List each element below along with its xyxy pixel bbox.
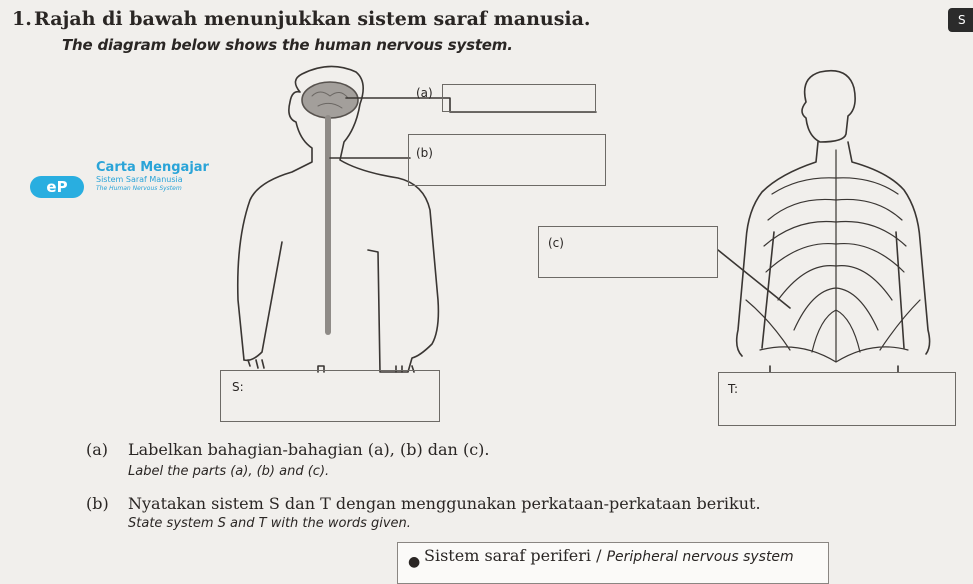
question-text-en: The diagram below shows the human nervous system. bbox=[62, 36, 513, 54]
label-t: T: bbox=[728, 382, 739, 396]
left-arm-left bbox=[244, 242, 282, 360]
part-b-label: (b) bbox=[86, 494, 109, 513]
right-head-outline bbox=[802, 71, 855, 142]
ep-logo-badge[interactable]: eP bbox=[30, 176, 84, 198]
part-a-text-en: Label the parts (a), (b) and (c). bbox=[128, 464, 330, 479]
right-body-outline bbox=[737, 142, 930, 356]
word-separator: / bbox=[596, 546, 602, 565]
part-a-label: (a) bbox=[86, 440, 109, 459]
part-b-text-en: State system S and T with the words given. bbox=[128, 516, 411, 531]
answer-box-c[interactable] bbox=[538, 226, 718, 278]
answer-box-t[interactable] bbox=[718, 372, 956, 426]
corner-badge: S bbox=[948, 8, 973, 32]
question-text-ms: Rajah di bawah menunjukkan sistem saraf manusia. bbox=[34, 8, 591, 30]
carta-subtitle-ms: Sistem Saraf Manusia bbox=[96, 175, 183, 184]
answer-box-b[interactable] bbox=[408, 134, 606, 186]
label-c: (c) bbox=[548, 236, 564, 250]
answer-box-s[interactable] bbox=[220, 370, 440, 422]
label-a: (a) bbox=[416, 86, 433, 100]
question-number: 1. bbox=[12, 8, 32, 30]
answer-box-a[interactable] bbox=[442, 84, 596, 112]
part-b-text-ms: Nyatakan sistem S dan T dengan menggunakan perkataan-perkataan berikut. bbox=[128, 494, 761, 513]
label-s: S: bbox=[232, 380, 244, 394]
word-en: Peripheral nervous system bbox=[606, 549, 794, 565]
carta-title: Carta Mengajar bbox=[96, 160, 209, 175]
part-a-text-ms: Labelkan bahagian-bahagian (a), (b) dan (c). bbox=[128, 440, 490, 459]
carta-subtitle-en: The Human Nervous System bbox=[96, 185, 182, 192]
brain-shape bbox=[302, 82, 358, 118]
word-bank-item bbox=[424, 546, 794, 565]
label-b: (b) bbox=[416, 146, 433, 160]
word-ms: Sistem saraf periferi bbox=[424, 546, 592, 565]
bullet-icon: ● bbox=[408, 554, 421, 570]
